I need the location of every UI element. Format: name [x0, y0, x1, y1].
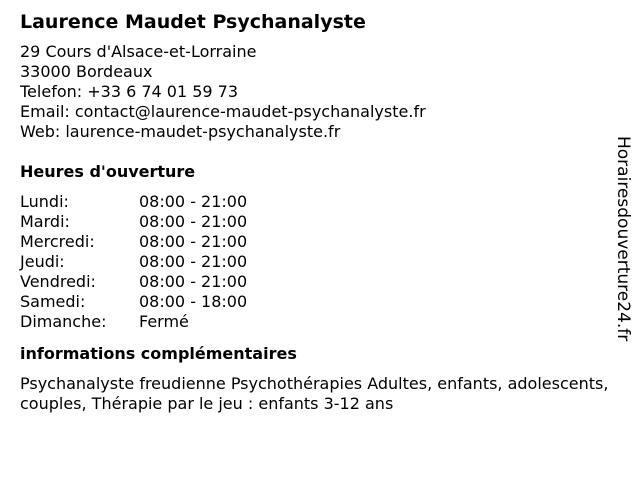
contact-block — [20, 42, 610, 142]
web-text: Web: laurence-maudet-psychanalyste.fr — [20, 122, 341, 141]
day-label: Mercredi: — [20, 232, 95, 251]
hours-row-sunday — [20, 312, 610, 332]
email-text: Email: contact@laurence-maudet-psychanalyste.fr — [20, 102, 426, 121]
time-value: 08:00 - 18:00 — [139, 292, 248, 311]
time-value: 08:00 - 21:00 — [139, 232, 248, 251]
time-value: 08:00 - 21:00 — [139, 192, 248, 211]
phone-text: Telefon: +33 6 74 01 59 73 — [20, 82, 239, 101]
hours-heading: Heures d'ouverture — [20, 162, 196, 181]
hours-row-tuesday — [20, 212, 610, 232]
business-name: Laurence Maudet Psychanalyste — [20, 11, 366, 33]
info-heading: informations complémentaires — [20, 344, 297, 363]
hours-row-friday — [20, 272, 610, 292]
brand-watermark: Horairesdouverture24.fr — [613, 136, 633, 342]
hours-row-thursday — [20, 252, 610, 272]
day-label: Mardi: — [20, 212, 70, 231]
hours-row-monday — [20, 192, 610, 212]
address-city: 33000 Bordeaux — [20, 62, 153, 81]
time-value: 08:00 - 21:00 — [139, 252, 248, 271]
time-value: 08:00 - 21:00 — [139, 212, 248, 231]
hours-table — [20, 192, 610, 332]
day-label: Dimanche: — [20, 312, 107, 331]
day-label: Vendredi: — [20, 272, 96, 291]
time-value: 08:00 - 21:00 — [139, 272, 248, 291]
hours-row-wednesday — [20, 232, 610, 252]
address-street: 29 Cours d'Alsace-et-Lorraine — [20, 42, 257, 61]
business-card — [20, 10, 610, 414]
day-label: Samedi: — [20, 292, 86, 311]
time-value: Fermé — [139, 312, 189, 331]
day-label: Lundi: — [20, 192, 69, 211]
info-description: Psychanalyste freudienne Psychothérapies Adultes, enfants, adolescents, couples, Thérapie par le jeu : enfants 3-12 ans — [20, 374, 609, 413]
hours-row-saturday — [20, 292, 610, 312]
day-label: Jeudi: — [20, 252, 65, 271]
